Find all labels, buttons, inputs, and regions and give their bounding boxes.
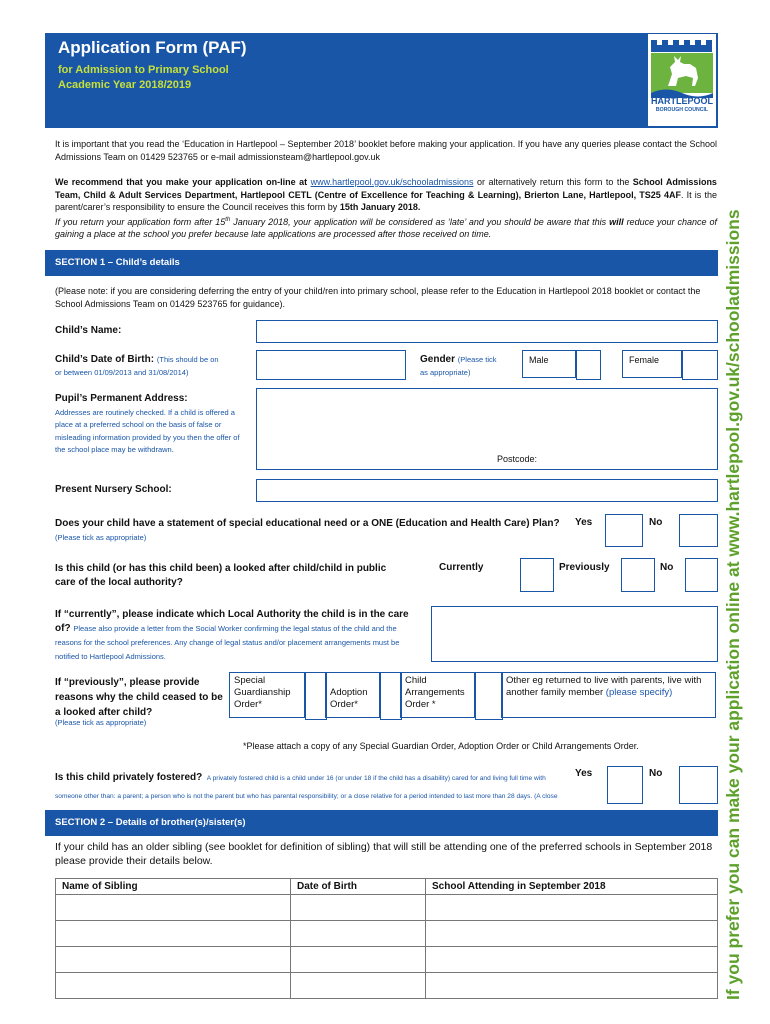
sibling-dob-input[interactable] [291,947,426,973]
dob-label: Child’s Date of Birth: (This should be on [55,354,219,365]
adoption-checkbox[interactable] [380,672,402,720]
address-label: Pupil’s Permanent Address: [55,393,188,404]
lac-previously-checkbox[interactable] [621,558,655,592]
table-row [56,921,718,947]
attach-order-note: *Please attach a copy of any Special Guardian Order, Adoption Order or Child Arrangements Order. [243,741,639,751]
fostered-yes-label: Yes [575,768,593,779]
late-warning-will: will [609,216,624,227]
child-name-label: Child’s Name: [55,325,122,336]
sibling-name-input[interactable] [56,921,291,947]
adoption-option: Adoption Order* [325,672,380,718]
child-arrangements-option: Child Arrangements Order * [400,672,475,718]
lac-currently-label: Currently [439,562,484,573]
form-title: Application Form (PAF) [58,38,247,57]
late-warning-sup: th [225,216,231,223]
special-guardianship-checkbox[interactable] [305,672,327,720]
return-address: School Admissions Team, Child & Adult Services Department, Hartlepool CETL (Centre of Excellence for Teaching & Learning), Brierton Lane, Hartlepool, TS25 4AF [55,177,717,200]
gender-male-label: Male [522,350,576,378]
gender-female-checkbox[interactable] [682,350,718,380]
dob-input[interactable] [256,350,406,380]
logo-text-sub: BOROUGH COUNCIL [655,107,709,113]
sibling-name-input[interactable] [56,973,291,999]
sibling-dob-input[interactable] [291,973,426,999]
gender-male-checkbox[interactable] [576,350,601,380]
nursery-label: Present Nursery School: [55,484,172,495]
table-row [56,947,718,973]
fostered-question: Is this child privately fostered? A privately fostered child is a child under 16 (or under 18 if the child has a disability) cared for and living full time with someone other than: a parent; a person who is not the parent but who has parental responsibility; or a close relative for a period intended to last more than 28 days. (A close [55,772,558,800]
col-school-attending: School Attending in September 2018 [426,879,718,895]
gender-hint: as appropriate) [420,368,471,377]
previously-hint: (Please tick as appropriate) [55,718,147,727]
late-warning-c: reduce your chance of gaining a place at the school you prefer because late applications are processed after those received on time. [55,216,717,239]
lac-no-label: No [660,562,674,573]
address-hint: Addresses are routinely checked. If a child is offered a place at a preferred school on the basis of false or misleading information provided by you then the offer of the school place may be withdrawn. [55,408,240,454]
gender-female-label: Female [622,350,682,378]
sen-question: Does your child have a statement of special educational need or a ONE (Education and Health Care) Plan? (Please tick as appropriate) [55,518,560,542]
fostered-no-checkbox[interactable] [679,766,718,804]
address-input[interactable] [256,388,718,470]
dob-range-hint: or between 01/09/2013 and 31/08/2014) [55,368,189,377]
child-arrangements-checkbox[interactable] [475,672,503,720]
previously-question: If “previously”, please provide reasons why the child ceased to be a looked after child? [55,677,223,718]
other-reason-input[interactable]: Other eg returned to live with parents, live with another family member (please specify) [501,672,716,718]
sibling-school-input[interactable] [426,973,718,999]
sibling-table [55,878,718,999]
deadline-text: . It is the parent/carer’s responsibility to ensure the Council receives this form by [55,189,717,212]
return-text: or alternatively return this form to the [476,177,630,187]
sen-yes-label: Yes [575,517,593,528]
late-warning-a: If you return your application form after 15 [55,216,226,227]
sibling-table-header [56,879,718,895]
col-date-of-birth: Date of Birth [291,879,426,895]
sibling-dob-input[interactable] [291,921,426,947]
academic-year: Academic Year 2018/2019 [58,79,192,91]
postcode-label: Postcode: [497,454,538,464]
fostered-yes-checkbox[interactable] [607,766,643,804]
sibling-name-input[interactable] [56,947,291,973]
sen-no-label: No [649,517,663,528]
sibling-intro: If your child has an older sibling (see booklet for definition of sibling) that will still be attending one of the preferred schools in September 2018 please provide their details below. [55,841,713,867]
lac-previously-label: Previously [559,562,610,573]
sibling-name-input[interactable] [56,895,291,921]
recommend-text: We recommend that you make your application on-line at [55,177,308,187]
deferral-note: (Please note: if you are considering deferring the entry of your child/ren into primary school, please refer to the Education in Hartlepool 2018 booklet or contact the School Admissions Team on 01429 523765 for guidance). [55,286,701,309]
col-name-of-sibling: Name of Sibling [56,879,291,895]
online-application-sidebar: If you prefer you can make your application online at www.hartlepool.gov.uk/schooladmissions [723,209,743,1000]
lac-currently-checkbox[interactable] [520,558,554,592]
deadline-date: 15th January 2018. [339,202,421,212]
section-1-header: SECTION 1 – Child’s details [45,250,718,276]
dob-hint: (This should be on [156,355,219,364]
table-row [56,895,718,921]
sibling-dob-input[interactable] [291,895,426,921]
sen-yes-checkbox[interactable] [605,514,643,547]
fostered-no-label: No [649,768,663,779]
late-warning-b: January 2018, your application will be considered as ‘late’ and you should be aware that this [233,216,607,227]
online-application-link[interactable]: www.hartlepool.gov.uk/schooladmissions [310,177,474,187]
la-question: If “currently”, please indicate which Local Authority the child is in the care of? Please also provide a letter from the Social Worker confirming the legal status of the child and the reasons for the school preferences. Any change of legal status and/or placement arrangements must be notified to Hartlepool Admissions. [55,609,409,661]
nursery-input[interactable] [256,479,718,502]
sen-no-checkbox[interactable] [679,514,718,547]
child-name-input[interactable] [256,320,718,343]
intro-paragraph-2 [55,176,717,241]
intro-paragraph-1: It is important that you read the ‘Education in Hartlepool – September 2018’ booklet before making your application. If you have any queries please contact the School Admissions Team on 01429 523765 or e-mail admissionsteam@hartlepool.gov.uk [55,139,717,162]
table-row [56,973,718,999]
form-subtitle: for Admission to Primary School [58,64,229,76]
sibling-school-input[interactable] [426,895,718,921]
local-authority-input[interactable] [431,606,718,662]
section-2-header: SECTION 2 – Details of brother(s)/sister(s) [45,810,718,836]
lac-no-checkbox[interactable] [685,558,718,592]
sibling-school-input[interactable] [426,947,718,973]
logo-text-main: HARTLEPOOL [651,96,713,106]
gender-label: Gender (Please tick [420,354,497,365]
sibling-school-input[interactable] [426,921,718,947]
lac-question: Is this child (or has this child been) a looked after child/child in public care of the local authority? [55,563,387,588]
special-guardianship-option: Special Guardianship Order* [229,672,305,718]
